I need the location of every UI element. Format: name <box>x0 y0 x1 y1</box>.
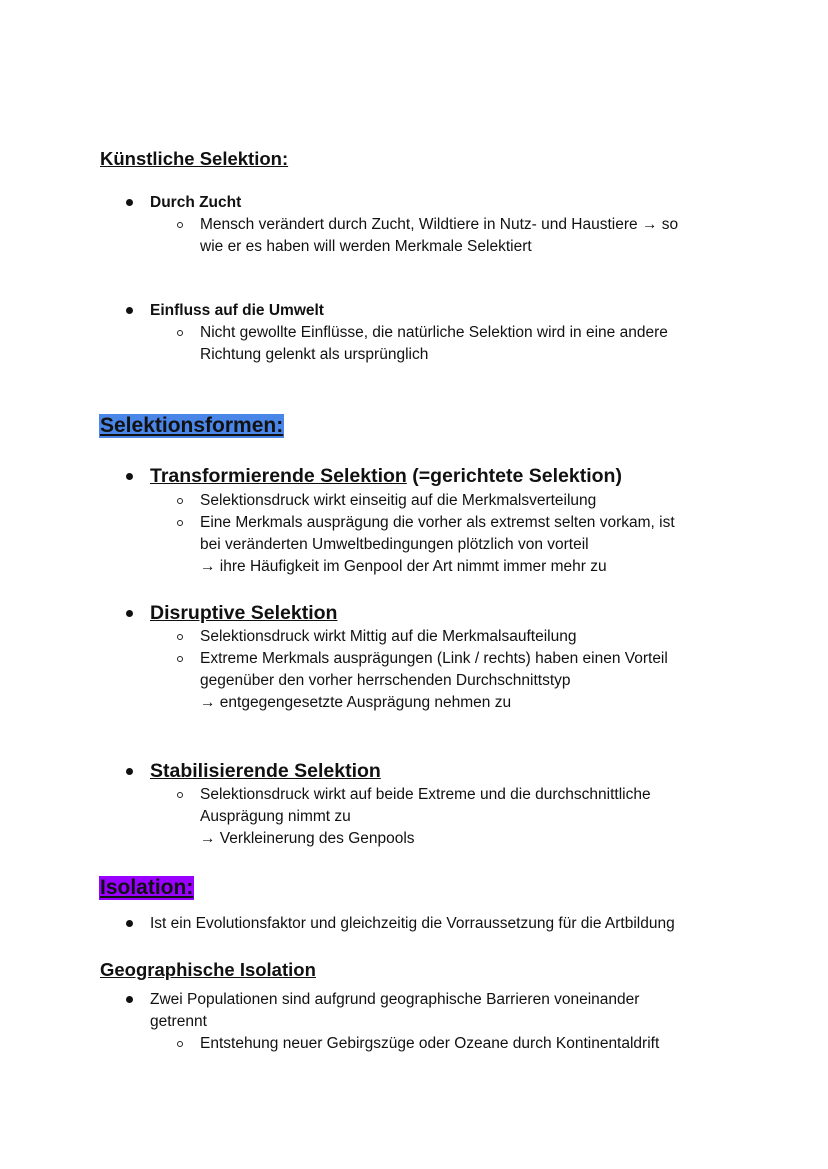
list-item-text: Ist ein Evolutionsfaktor und gleichzeitig die Vorraussetzung für die Artbildung <box>150 915 675 932</box>
sub-bullet-icon <box>177 520 183 526</box>
sub-bullet-icon <box>177 656 183 662</box>
sub-bullet-icon <box>177 330 183 336</box>
list-item-text: → Verkleinerung des Genpools <box>200 830 415 847</box>
sub-bullet-icon <box>177 1041 183 1047</box>
list-item-text: → ihre Häufigkeit im Genpool der Art nimmt immer mehr zu <box>200 558 607 575</box>
list-item-text: Eine Merkmals ausprägung die vorher als extremst selten vorkam, ist <box>200 514 675 531</box>
list-item-text: Entstehung neuer Gebirgszüge oder Ozeane durch Kontinentaldrift <box>200 1035 660 1052</box>
list-item-label: Stabilisierende Selektion <box>150 760 381 782</box>
heading-selektionsformen: Selektionsformen: <box>100 414 284 437</box>
list-item-text: Selektionsdruck wirkt Mittig auf die Merkmalsaufteilung <box>200 628 577 645</box>
bullet-icon <box>126 199 133 206</box>
list-item-text: Ausprägung nimmt zu <box>200 808 351 825</box>
list-item-label: Transformierende Selektion <box>150 465 407 487</box>
list-item-text: Mensch verändert durch Zucht, Wildtiere in Nutz- und Haustiere → so <box>200 216 679 233</box>
bullet-icon <box>126 996 133 1003</box>
sub-bullet-icon <box>177 792 183 798</box>
list-item-text: bei veränderten Umweltbedingungen plötzlich von vorteil <box>200 536 589 553</box>
list-item-text: getrennt <box>150 1013 207 1030</box>
list-item-label: Disruptive Selektion <box>150 602 338 624</box>
list-item-text: Zwei Populationen sind aufgrund geographische Barrieren voneinander <box>150 991 640 1008</box>
bullet-icon <box>126 307 133 314</box>
heading-geographische-isolation: Geographische Isolation <box>100 959 316 980</box>
list-item-label: Durch Zucht <box>150 194 242 211</box>
bullet-icon <box>126 473 133 480</box>
heading-isolation: Isolation: <box>100 876 194 899</box>
list-item-text: Selektionsdruck wirkt auf beide Extreme und die durchschnittliche <box>200 786 651 803</box>
list-item-heading <box>150 464 622 488</box>
sub-bullet-icon <box>177 222 183 228</box>
bullet-icon <box>126 768 133 775</box>
list-item-label: Einfluss auf die Umwelt <box>150 302 324 319</box>
heading-kuenstliche-selektion: Künstliche Selektion: <box>100 148 289 169</box>
sub-bullet-icon <box>177 634 183 640</box>
list-item-text: Richtung gelenkt als ursprünglich <box>200 346 429 363</box>
sub-bullet-icon <box>177 498 183 504</box>
list-item-text: Extreme Merkmals ausprägungen (Link / rechts) haben einen Vorteil <box>200 650 668 667</box>
list-item-text: → entgegengesetzte Ausprägung nehmen zu <box>200 694 512 711</box>
list-item-text: gegenüber den vorher herrschenden Durchschnittstyp <box>200 672 571 689</box>
bullet-icon <box>126 610 133 617</box>
bullet-icon <box>126 920 133 927</box>
list-item-suffix: (=gerichtete Selektion) <box>406 465 622 487</box>
list-item-text: Nicht gewollte Einflüsse, die natürliche Selektion wird in eine andere <box>200 324 668 341</box>
list-item-text: wie er es haben will werden Merkmale Selektiert <box>200 238 532 255</box>
list-item-text: Selektionsdruck wirkt einseitig auf die Merkmalsverteilung <box>200 492 597 509</box>
